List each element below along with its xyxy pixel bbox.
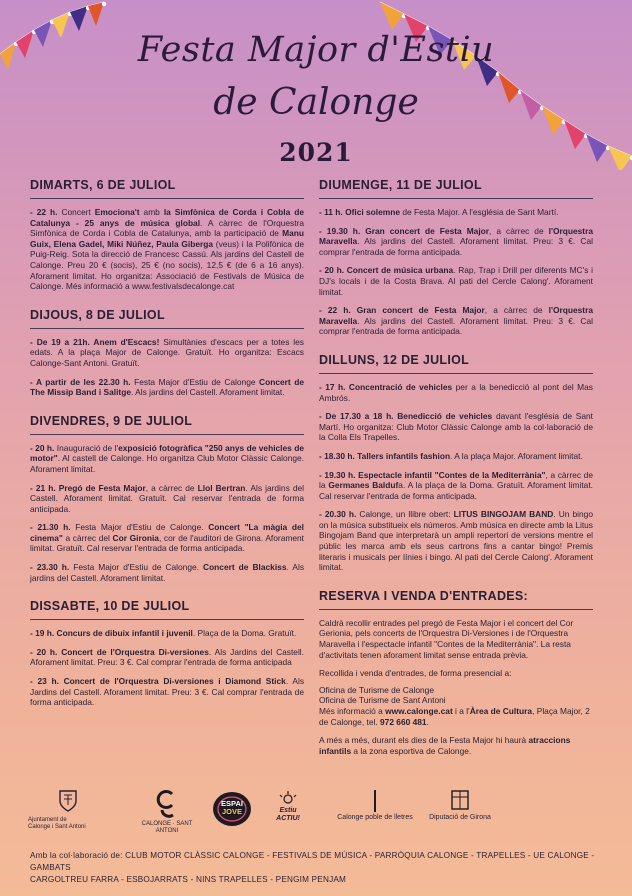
event-text: , cor de l'auditori de Girona. Aforament limitat. Gratuït. Cal reservar l'entrada de forma anticipada. — [30, 532, 304, 554]
ajuntament-line-2: Calonge i Sant Antoni — [28, 824, 86, 830]
event-highlight: Concert de Blackiss — [203, 562, 287, 573]
event-text: . Als jardins del Castell. Aforament limitat. — [30, 562, 305, 583]
event-text: , a càrrec de la — [319, 469, 593, 491]
reserva-section — [319, 587, 593, 757]
event-text: amb — [139, 207, 164, 217]
title-line-1: Festa Major d'Estiu — [137, 30, 495, 70]
event-highlight: Concert "La màgia del cinema" — [30, 522, 304, 543]
event-highlight: - De 17.30 a 18 h. Benedicció de vehicles — [319, 411, 493, 422]
event-highlight: Cor Gironia — [112, 532, 159, 543]
event-item — [30, 443, 304, 475]
logo-estiu-actiu — [268, 790, 308, 823]
logo-diputacio — [425, 790, 495, 821]
event-text: . Als jardins del Castell. Aforament limitat. — [130, 387, 285, 398]
office-calonge: Oficina de Turisme de Calonge — [319, 684, 434, 695]
event-text: Inauguració de l' — [54, 442, 119, 453]
footer-line-1: Amb la col·laboració de: CLUB MOTOR CLÀSSIC CALONGE - FESTIVALS DE MÚSICA - PARRÒQUIA CALONGE - TRAPELLES - UE CALONGE - GAMBATS — [30, 851, 595, 872]
event-item — [319, 470, 593, 502]
event-text: a. A la plaça de la Doma. Gratuït. Aforament limitat. Cal reservar l'entrada de forma anticipada. — [319, 480, 593, 501]
event-highlight: exposició fotogràfica "250 anys de vehicles de motor" — [30, 442, 304, 464]
sun-icon — [273, 790, 303, 804]
telephone: 972 660 481 — [380, 716, 427, 727]
bunting-flag — [380, 2, 404, 30]
event-item — [30, 628, 304, 639]
day-heading: DIJOUS, 8 DE JULIOL — [30, 306, 304, 329]
event-highlight: - A partir de les 22.30 h. — [30, 376, 131, 387]
sponsor-logos — [20, 790, 620, 840]
event-text: . Als Jardins del Castell. Aforament limitat. Preu: 3 €. Cal comprar l'entrada de forma anticipada. — [30, 676, 305, 708]
event-highlight: - 21.30 h. — [30, 522, 71, 533]
event-text: . A càrrec de l'Orquestra Simfònica de Corda i Cobla de Catalunya, amb la participació de — [30, 217, 304, 239]
left-day-section — [30, 176, 304, 292]
left-day-section — [30, 597, 304, 708]
reserva-paragraph: Caldrà recollir entrades pel pregó de Festa Major i el concert del Cor Gerionia, pels concerts de l'Orquestra Di-Versiones i de l'Orquestra Maravella i l'espectacle infantil "Contes de la Mediterrània". La resta d'activitats tenen aforament limitat sense entrada prèvia. — [319, 617, 574, 660]
event-highlight: Germanes Balduf — [328, 480, 399, 491]
more-info-prefix: Més informació a — [319, 706, 386, 716]
right-day-section — [319, 351, 593, 573]
collaborators-footer — [30, 850, 610, 886]
event-item — [319, 382, 593, 403]
event-highlight: - 23.30 h. — [30, 562, 70, 573]
event-item — [30, 647, 304, 668]
event-highlight: - 18.30 h. Tallers infantils fashion — [319, 450, 451, 461]
event-highlight: - 19 h. Concurs de dibuix infantil i juvenil — [30, 628, 193, 639]
event-text: Calonge, un llibre obert: — [356, 509, 454, 520]
espai-jove-line-1: ESPAI — [221, 799, 243, 808]
event-text: a càrrec del — [62, 532, 113, 543]
event-text: , a càrrec de — [484, 305, 549, 316]
event-highlight: - 20 h. Concert de l'Orquestra Di-versiones — [30, 646, 209, 657]
event-text: Festa Major d'Estiu de Calonge. — [70, 522, 209, 533]
event-highlight: la Simfònica de Corda i Cobla de Catalunya - 25 anys de música global — [30, 207, 304, 228]
event-item — [30, 676, 304, 708]
pen-icon — [370, 790, 380, 812]
logo-poble-lletres — [330, 790, 420, 821]
event-text: . Als jardins del Castell. Aforament limitat. Preu: 3 €. Cal comprar l'entrada de forma anticipada. — [319, 236, 593, 257]
event-item — [319, 451, 593, 462]
event-text: . Al castell de Calonge. Ho organitza Club Motor Clàssic Calonge. Aforament limitat. — [30, 453, 304, 474]
espai-jove-line-2: JOVE — [221, 807, 242, 816]
event-text: davant l'església de Sant Martí. Ho organitza: Club Motor Clàssic Calonge amb la col·laboració de la Colla Els Trapelles. — [319, 411, 594, 443]
day-heading: DISSABTE, 10 DE JULIOL — [30, 597, 304, 620]
event-highlight: l'Orquestra Maravella — [319, 225, 593, 247]
event-item — [319, 207, 593, 218]
footer-line-2: CARGOLTREU FARRA - ESBOJARRATS - NINS TRAPELLES - PENGIM PENJAM — [30, 875, 347, 884]
attractions-bold: atraccions infantils — [319, 735, 571, 756]
event-highlight: - 11 h. Ofici solemne — [319, 207, 400, 217]
light-bulb — [102, 2, 106, 6]
left-column — [30, 176, 304, 722]
event-highlight: - De 19 a 21h. Anem d'Escacs! — [30, 336, 160, 347]
right-day-section — [319, 176, 593, 337]
event-item — [319, 305, 593, 337]
event-item — [30, 562, 304, 583]
diputacio-label: Diputació de Girona — [429, 814, 491, 821]
right-column — [319, 176, 593, 770]
event-highlight: - 23 h. Concert de l'Orquestra Di-versiones i Diamond Stick — [30, 676, 286, 687]
event-item — [30, 207, 304, 292]
right-days — [319, 176, 593, 573]
event-item — [319, 265, 593, 297]
event-item — [319, 226, 593, 258]
event-highlight: - 17 h. Concentració de vehicles — [319, 381, 453, 392]
shield-icon — [59, 790, 77, 812]
logo-calonge-santantoni — [132, 790, 202, 835]
event-item — [319, 509, 593, 573]
event-highlight: - 20.30 h. — [319, 509, 357, 520]
event-highlight: Concert de The Missip Band i Salitge — [30, 376, 304, 398]
day-heading: DIVENDRES, 9 DE JULIOL — [30, 412, 304, 435]
more-info-suffix: , Plaça Major, 2 de Calonge, tel. — [319, 706, 590, 727]
event-text: . Als jardins del Castell. Aforament limitat. Gratuït. Cal reservar l'entrada de forma anticipada. — [30, 482, 305, 514]
diputacio-shield-icon — [450, 790, 470, 812]
event-text: Simultànies d'escacs per a totes les edats. A la plaça Major de Calonge. Gratuït. Ho organitza: Escacs Calonge-Sant Antoni. Gratuït. — [30, 336, 304, 368]
event-highlight: Manu Guix, Elena Gadel, Miki Núñez, Paula Giberga — [30, 228, 304, 249]
event-highlight: Llol Bertran — [197, 482, 246, 493]
event-highlight: l'Orquestra Maravella — [319, 305, 593, 326]
office-sant-antoni: Oficina de Turisme de Sant Antoni — [319, 695, 446, 706]
event-text: . Rap, Trap i Drill per diferents MC's i DJ's locals i de la Costa Brava. Al pati del Cercle Calong'. Aforament limitat. — [319, 265, 593, 297]
event-item — [30, 377, 304, 398]
event-text: , a càrrec de — [489, 225, 549, 236]
area-cultura: Àrea de Cultura — [469, 706, 533, 716]
day-heading: DIMARTS, 6 DE JULIOL — [30, 176, 304, 199]
calonge-emblem-icon — [156, 790, 178, 818]
day-heading: DIUMENGE, 11 DE JULIOL — [319, 176, 593, 199]
event-text: . Als jardins del Castell. Aforament limitat. Preu: 3 €. Cal comprar l'entrada de forma anticipada. — [319, 315, 593, 337]
event-text: . A la plaça Major. Aforament limitat. — [450, 450, 583, 461]
estiu-actiu-line-1: Estiu — [279, 807, 297, 814]
event-highlight: - 21 h. Pregó de Festa Major — [30, 482, 146, 493]
day-heading: DILLUNS, 12 DE JULIOL — [319, 351, 593, 374]
event-highlight: - 22 h. — [30, 207, 62, 217]
event-highlight: - 19.30 h. Gran concert de Festa Major — [319, 225, 490, 236]
reserva-title: RESERVA I VENDA D'ENTRADES: — [319, 587, 593, 610]
bunting-flag — [88, 2, 104, 26]
event-text: de Festa Major. A l'església de Sant Martí. — [400, 207, 559, 217]
more-info-mid: i a l' — [452, 706, 470, 716]
event-text: (veus) i la Polifònica de Puig-Reig. Sota la direcció de Francesc Cassú. Als jardins del Castell de Calonge. Preu 20 € (socis), 25 € (no socis), 12,5 € (de 6 a 16 anys). Aforament limitat. Ho organitza: Associació de Festivals de Música de Calonge. Més informació a www.festivalsdecalonge.cat — [30, 238, 305, 292]
event-text: . Un bingo on la música substitueix els números. Amb música en directe amb la Litus Bingojam Band que interpretarà un ampli repertori de versions mentre el públic les marca amb els seus cartrons fins a cantar bingo! Premis literaris i musicals per línies i bingo. Al pati del Cercle Calong'. Aforament limitat. — [319, 509, 593, 573]
event-text: Festa Major d'Estiu de Calonge — [130, 376, 260, 387]
poble-lletres-label: Calonge poble de lletres — [337, 814, 413, 821]
left-day-section — [30, 306, 304, 398]
website-link[interactable]: www.calonge.cat — [385, 706, 453, 716]
event-text: per a la benedicció al pont del Mas Ambrós. — [319, 381, 593, 403]
event-text: . Plaça de la Doma. Gratuït. — [192, 628, 297, 639]
event-highlight: - 22 h. Gran concert de Festa Major — [319, 305, 485, 316]
logo-espai-jove — [210, 790, 254, 831]
attractions-prefix: A més a més, durant els dies de la Festa Major hi haurà — [319, 735, 529, 746]
estiu-actiu-line-2: ACTIU! — [276, 815, 300, 822]
event-highlight: LITUS BINGOJAM BAND — [453, 509, 554, 520]
title-year: 2021 — [279, 138, 353, 167]
event-text: . Als Jardins del Castell. Aforament limitat. Preu: 3 €. Cal comprar l'entrada de forma anticipada — [30, 646, 304, 668]
reserva-offices: Oficina de Turisme de Calonge Oficina de Turisme de Sant Antoni Més informació a www.calonge.cat i a l'Àrea de Cultura, Plaça Major, 2 de Calonge, tel. 972 660 481. — [319, 684, 590, 727]
reserva-attractions — [319, 735, 593, 756]
event-text: Festa Major d'Estiu de Calonge. — [69, 562, 204, 573]
event-item — [30, 522, 304, 554]
event-text: Concert — [61, 207, 95, 217]
left-day-section — [30, 412, 304, 584]
event-highlight: Emociona't — [94, 207, 140, 217]
event-highlight: - 19.30 h. Espectacle infantil "Contes de la Mediterrània" — [319, 469, 546, 480]
event-highlight: - 20 h. — [30, 442, 55, 453]
reserva-collect: Recollida i venda d'entrades, de forma presencial a: — [319, 668, 512, 679]
attractions-suffix: a la zona esportiva de Calonge. — [351, 745, 472, 756]
title-line-2: de Calonge — [213, 82, 419, 123]
ajuntament-line-1: Ajuntament de — [28, 817, 67, 823]
logo-ajuntament — [28, 790, 108, 831]
bunting-flag — [70, 6, 88, 31]
calonge-santantoni-label: CALONGE · SANT ANTONI — [141, 821, 193, 834]
event-item — [30, 337, 304, 369]
event-item — [30, 483, 304, 515]
event-highlight: - 20 h. Concert de música urbana — [319, 265, 454, 276]
event-item — [319, 411, 593, 443]
event-text: , a càrrec de — [145, 482, 198, 493]
